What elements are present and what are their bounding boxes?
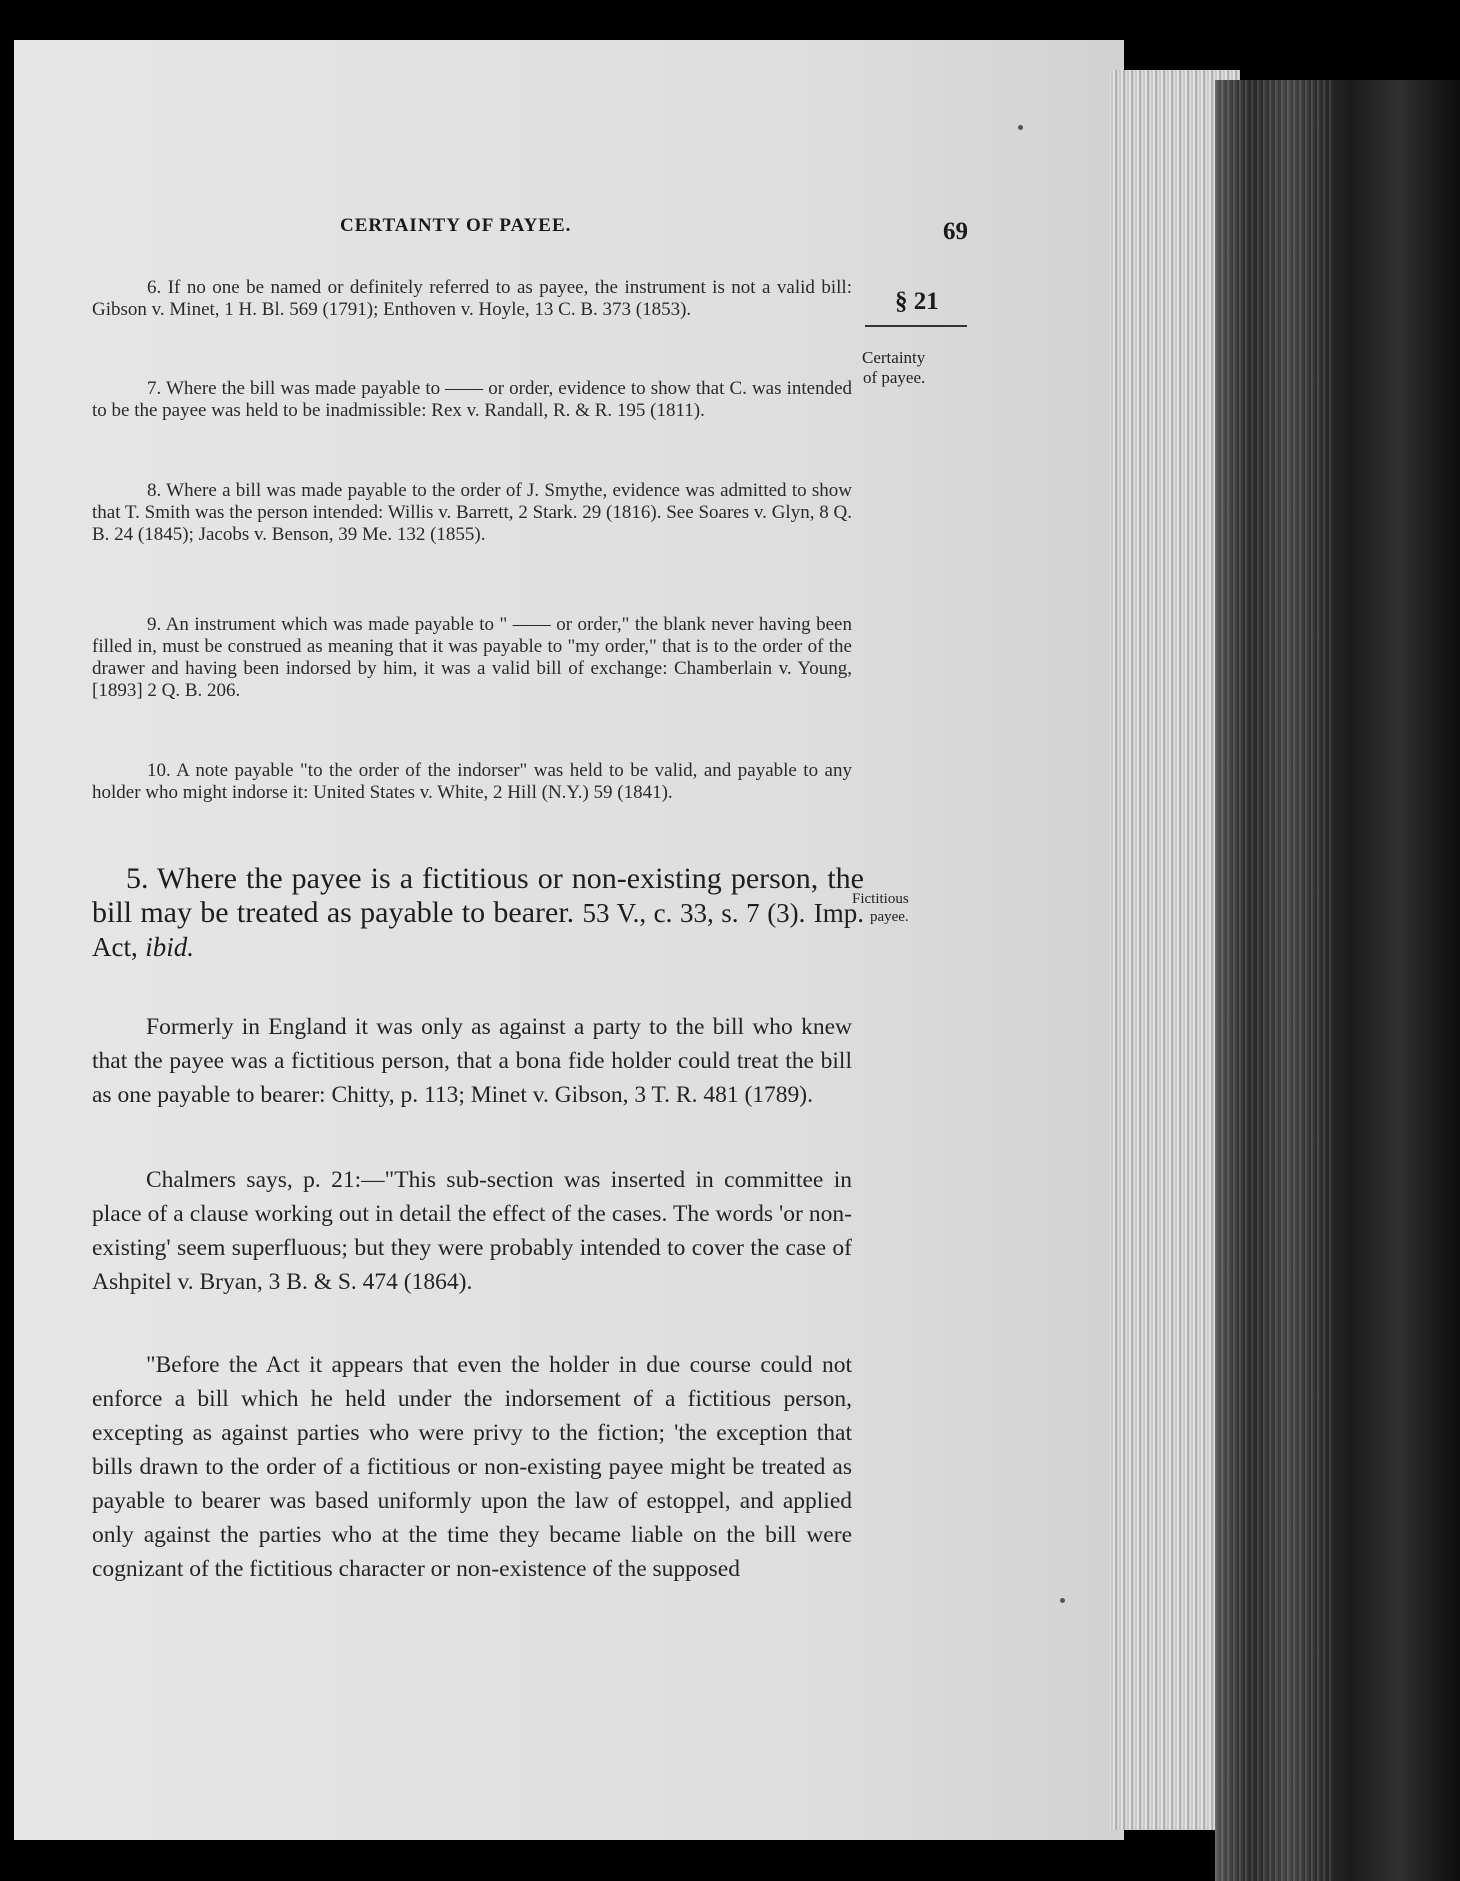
section-5-text: 5. Where the payee is a fictitious or non-existing person, the bill may be treated as payable to bearer. bbox=[92, 862, 864, 929]
note-8: 8. Where a bill was made payable to the order of J. Smythe, evidence was admitted to show that T. Smith was the person intended: Willis v. Barrett, 2 Stark. 29 (1816). See Soares v. Glyn, 8 Q. B. 24 (1845); Jacobs v. Benson, 39 Me. 132 (1855). bbox=[92, 480, 852, 545]
speck bbox=[1060, 1598, 1065, 1603]
section-rule bbox=[865, 325, 967, 327]
section-marker: § 21 bbox=[895, 288, 939, 315]
margin-note-certainty: Certainty of payee. bbox=[862, 348, 926, 387]
note-7: 7. Where the bill was made payable to —— or order, evidence to show that C. was intended to be the payee was held to be inadmissible: Rex v. Randall, R. & R. 195 (1811). bbox=[92, 378, 852, 421]
section-5-imp-act: Imp. Act, bbox=[92, 898, 865, 962]
section-5-ibid: ibid. bbox=[145, 932, 194, 962]
paragraph-before-act: "Before the Act it appears that even the holder in due course could not enforce a bill which he held under the indorsement of a fictitious person, excepting as against parties who were privy to the fiction; 'the exception that bills drawn to the order of a fictitious or non-existing payee might be treated as payable to bearer was based uniformly upon the law of estoppel, and applied only against the parties who at the time they became liable on the bill were cognizant of the fictitious character or non-existence of the supposed bbox=[92, 1352, 852, 1582]
running-title: CERTAINTY OF PAYEE. bbox=[340, 215, 572, 236]
page-number: 69 bbox=[943, 218, 968, 245]
section-5 bbox=[92, 862, 864, 964]
speck bbox=[1018, 125, 1023, 130]
paragraph-formerly: Formerly in England it was only as against a party to the bill who knew that the payee was a fictitious person, that a bona fide holder could treat the bill as one payable to bearer: Chitty, p. 113; Minet v. Gibson, 3 T. R. 481 (1789). bbox=[92, 1014, 852, 1108]
note-6: 6. If no one be named or definitely referred to as payee, the instrument is not a valid bill: Gibson v. Minet, 1 H. Bl. 569 (1791); Enthoven v. Hoyle, 13 C. B. 373 (1853). bbox=[92, 277, 852, 320]
margin-note-fictitious: Fictitious payee. bbox=[852, 891, 909, 925]
note-10: 10. A note payable "to the order of the indorser" was held to be valid, and payable to any holder who might indorse it: United States v. White, 2 Hill (N.Y.) 59 (1841). bbox=[92, 760, 852, 803]
spine-texture bbox=[1215, 80, 1335, 1881]
note-9: 9. An instrument which was made payable to " —— or order," the blank never having been filled in, must be construed as meaning that it was payable to "my order," that is to the order of the drawer and having been indorsed by him, it was a valid bill of exchange: Chamberlain v. Young, [1893] 2 Q. B. 206. bbox=[92, 614, 852, 701]
section-5-citation: 53 V., c. 33, s. 7 (3). bbox=[582, 898, 806, 928]
paragraph-chalmers: Chalmers says, p. 21:—"This sub-section was inserted in committee in place of a clause working out in detail the effect of the cases. The words 'or non-existing' seem superfluous; but they were probably intended to cover the case of Ashpitel v. Bryan, 3 B. & S. 474 (1864). bbox=[92, 1167, 852, 1295]
